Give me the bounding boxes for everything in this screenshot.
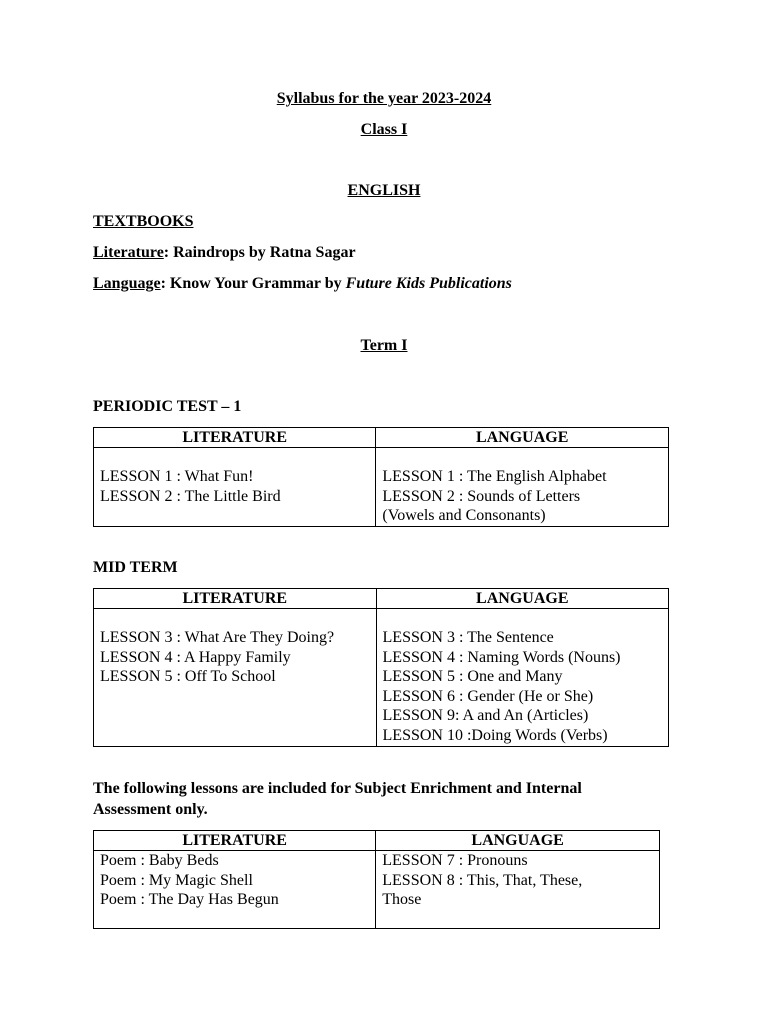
mid-term-table (93, 588, 669, 747)
col-header-literature: LITERATURE (94, 428, 376, 448)
literature-textbook-line (93, 243, 356, 263)
literature-textbook: : Raindrops by Ratna Sagar (163, 244, 356, 261)
col-header-language: LANGUAGE (376, 831, 660, 851)
list-item: LESSON 1 : What Fun! (100, 468, 254, 485)
language-cell (376, 448, 669, 527)
language-cell (376, 851, 660, 929)
literature-label: Literature (93, 244, 164, 261)
col-header-literature: LITERATURE (94, 589, 377, 609)
periodic-test-heading: PERIODIC TEST – 1 (93, 398, 242, 415)
col-header-language: LANGUAGE (376, 428, 669, 448)
list-item: Poem : The Day Has Begun (100, 891, 279, 909)
language-publisher: Future Kids Publications (345, 275, 512, 292)
language-textbook-line (93, 274, 512, 294)
list-item: LESSON 8 : This, That, These, Those (382, 871, 583, 909)
language-cell (376, 609, 668, 747)
list-item: LESSON 7 : Pronouns (382, 852, 528, 869)
subject-heading: ENGLISH (347, 182, 421, 199)
list-item: (Vowels and Consonants) (382, 507, 546, 525)
col-header-language: LANGUAGE (376, 589, 668, 609)
list-item: LESSON 9: A and An (Articles) (382, 707, 589, 725)
language-textbook: : Know Your Grammar by (160, 275, 346, 292)
list-item: LESSON 1 : The English Alphabet (382, 468, 607, 485)
list-item: LESSON 5 : One and Many (382, 668, 563, 686)
col-header-literature: LITERATURE (94, 831, 376, 851)
enrichment-note: The following lessons are included for Subject Enrichment and Internal Assessment only. (93, 780, 582, 818)
list-item: LESSON 3 : The Sentence (382, 629, 554, 646)
list-item: LESSON 4 : A Happy Family (100, 648, 291, 666)
list-item: Poem : My Magic Shell (100, 871, 253, 889)
literature-cell (94, 851, 376, 929)
list-item: LESSON 5 : Off To School (100, 668, 276, 686)
literature-cell (94, 609, 377, 747)
periodic-test-table (93, 427, 669, 527)
class-heading: Class I (360, 121, 408, 138)
list-item: LESSON 2 : The Little Bird (100, 487, 281, 505)
language-label: Language (93, 275, 161, 292)
textbooks-heading: TEXTBOOKS (93, 213, 194, 230)
list-item: LESSON 4 : Naming Words (Nouns) (382, 648, 621, 666)
term-heading: Term I (360, 337, 408, 354)
list-item: LESSON 10 :Doing Words (Verbs) (382, 726, 608, 744)
list-item: LESSON 2 : Sounds of Letters (382, 487, 581, 505)
mid-term-heading: MID TERM (93, 559, 178, 576)
list-item: LESSON 3 : What Are They Doing? (100, 629, 335, 646)
list-item: Poem : Baby Beds (100, 852, 219, 869)
enrichment-table (93, 830, 660, 929)
literature-cell (94, 448, 376, 527)
page-title: Syllabus for the year 2023-2024 (276, 90, 492, 107)
list-item: LESSON 6 : Gender (He or She) (382, 687, 594, 705)
